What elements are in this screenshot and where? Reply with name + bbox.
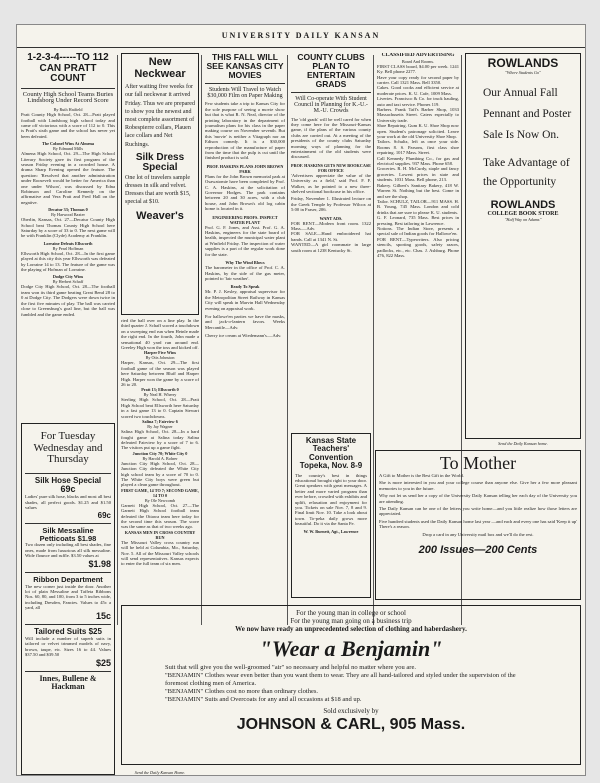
byline: By Pearl Hoffman xyxy=(52,245,84,251)
article-body: Pratt County High School, Oct. 28—Pratt played football with Lindsborg high school today and came off victorious with a score of 112 to 0. This is Pratt's sixth game and the school has never yet been defeated. xyxy=(21,112,115,139)
section-head: KANSAS MEN IN CROSS COUNTRY RUN xyxy=(124,529,196,540)
ad-foot: 200 Issues—200 Cents xyxy=(418,543,538,556)
classified: Have your copy ready for second paper by carrier. Call 1321 Mass. Bell 3350. xyxy=(377,74,459,85)
ad-text: Why not let us send her a copy of the University Daily Kansan telling her each day of the University you are attending. xyxy=(379,493,577,504)
byline: By Harwood Baxter xyxy=(51,212,85,218)
article-body: The barometer in the office of Prof. C. A. Haskins, by the side of the gas meter, pointed to 'fair weather'. xyxy=(205,265,285,281)
byline: By Harold A. Bohrer xyxy=(142,455,178,461)
ad-text: Take Advantage of the Opportunity xyxy=(483,156,570,188)
article-body: The Missouri Valley cross country run will be held at Columbia, Mo., Saturday, Nov. 5. All of the Missouri Valley schools will send representatives. Kansas expects to enter the full team of six men. xyxy=(121,539,199,567)
classified: Liveries. Francisco & Co. for truck hauling, auto and taxi service. Phones 119. xyxy=(377,96,459,107)
article-body: Prof. G. F. Jones, and Asst. Prof. G. A. Haskins, engineers for the state board of health, inspected the municipal water plant at Winfield Friday. The inspection of water supplies is a part of the regular work done for the state. xyxy=(205,224,285,257)
subhead: Students Will Travel to Watch $30,000 Film on Paper Making xyxy=(207,86,283,100)
ad-text: Our Annual Fall Pennant and Poster Sale Is Now On. xyxy=(483,86,572,141)
adv-note: Cherry ice cream at Wiedemann's.—Adv. xyxy=(205,333,282,339)
section-head: FIRST GAME, 14 TO 7; SECOND GAME, 14 TO 0 xyxy=(121,487,199,498)
section-head: WANT ADS. xyxy=(319,215,343,221)
ad-price: 69c xyxy=(60,484,76,495)
store-name: Innes, Bullene & Hackman xyxy=(39,673,97,691)
byline: By Otis Johnston xyxy=(145,355,175,361)
article-body: Mr. P. J. Kesley, appraisal supervisor for the Metropolitan Street Railway in Kansas City will speak in Marvin Hall Wednesday evening on appraisal work. xyxy=(205,289,285,311)
ad-head: Silk Dress Special xyxy=(135,151,185,174)
masthead: UNIVERSITY DAILY KANSAN xyxy=(17,25,585,48)
ad-text: Will include a number of superb suits in tailored or velvet trimmed models of navy, brown, taupe, etc. Sizes 16 to 44. Values $37.50 and $39.50 xyxy=(25,635,111,658)
section-head: Dodge City Wins xyxy=(52,274,84,280)
section-head: Harper Five Wins xyxy=(143,350,177,356)
section-head: Salina 7; Fairview 6 xyxy=(142,419,178,425)
column-3 xyxy=(205,53,285,598)
classified: Call Kennedy Plumbing Co., for gas and electrical supplies. 937 Mass. Phone 658. xyxy=(377,155,459,167)
want-ad: FOR SALE—Hand embroidered hat bands. Call at 1341 N. St. xyxy=(291,231,371,242)
section-head: The Colonel Wins At Almena xyxy=(42,141,94,147)
weavers-ad xyxy=(121,53,199,315)
classified: Tailors. Schultz, left as once your side. Rooms 8. S. Parsons, first class shoe repairing. 1017 Mass. Street. xyxy=(377,139,459,156)
store-addr: "Half Way on Adams" xyxy=(504,217,542,223)
headline-movies: THIS FALL WILL SEE KANSAS CITY MOVIES xyxy=(206,53,284,80)
section-head: ENGINEERING PROFS. INSPECT WATER PLANT xyxy=(212,214,278,225)
ad-text: Ladies' pure silk hose, blacks and most all best shades, all perfect goods. $1.25 and $1.50 values xyxy=(25,494,111,511)
benjamin-ad xyxy=(121,605,581,765)
byline: By Edmund Mills xyxy=(52,146,83,152)
ad-line: We now have ready an unprecedented selection of clothing and haberdashery. xyxy=(235,625,467,633)
ad-price: 15c xyxy=(95,610,111,621)
classified: Shoe Repairing. Gum K. U. Shoe Shop now open. Student's patronage solicited. Leave your work at the old University Shoe Shop. xyxy=(377,123,459,140)
ad-head: Tailored Suits $25 xyxy=(34,626,102,636)
column-6 xyxy=(465,53,581,448)
article-body: Plans for the John Brown memorial park at Osawatomie have been completed by Prof. C. A. Haskins, at the solicitation of Governor Hodges. The park contains between 20 and 30 acres, with a club house, and John Brown's old log cabin home is located in it. xyxy=(205,173,285,212)
ad-text: The new corner just inside the door. Another lot of plain Messaline and Taffeta Ribbons Nos. 60, 80, and 100, from 3 to 5 inches wide, including Dresden, Fancies. Values to 45c a yard, all xyxy=(25,583,111,611)
store-name: Weaver's xyxy=(136,209,184,222)
classified: Cakes. Good cooks and efficient service at moderate prices. K. U. Cafe, 1009 Mass. xyxy=(377,85,459,96)
section-head: Why The Wind Blows xyxy=(225,260,265,266)
article-body: Sterling High School, Oct. 28—Pratt High School beat Ellsworth here Saturday in a fast game 13 to 0. Captain Stewart scored two touchdowns. xyxy=(121,397,199,419)
ad-head: Kansas State Teachers' Convention Topeka, Nov. 8-9 xyxy=(299,436,363,471)
ad-agent: W. W. Burnett, Agt., Lawrence xyxy=(303,528,359,534)
ad-text: The country's best in things educational brought right to your door. Great speakers with great messages. A better and more varied program than ever before, crowded with exhibits and uplift, relaxation and enjoyment for you. Tickets on sale Nov. 7, 8 and 9. Final limit Nov. 10. Take a look about town. To-peka daily grows more beautiful. Do it via the Santa Fe. xyxy=(295,472,367,527)
article-body: Friday, November 1. Illustrated lecture on the Greek Temple by Professor Wilcox at 5:00 in Fraser, 206. xyxy=(291,196,371,213)
headline-pratt: 1-2-3-4-----TO 112 CAN PRATT COUNT xyxy=(27,53,109,84)
ad-text: After waiting five weeks for our fall neckwear it arrived Friday. Thus we are prepared to show you the newest and most complete assortment of Robespierre collars, Plauen lace collars and Net Ruchings. xyxy=(125,84,195,148)
byline: By Neal H. Wherry xyxy=(143,392,177,398)
ad-text: A Gift to Mother is the Best Gift in the World. xyxy=(379,472,464,478)
column-divider xyxy=(287,55,288,625)
ad-price: 69c xyxy=(97,510,111,520)
column-1 xyxy=(21,53,115,775)
adv-note: For hallowe'en parties we have the masks, and jack-o-lantern favors. Weeks Mercantile—Adv. xyxy=(205,313,285,330)
ad-price: $25 xyxy=(95,657,111,668)
classified: Groceries. R. H. McCurdy, staple and fancy groceries. Lowest prices in state and students. 1031 Mass. Bell phone, 213. xyxy=(377,166,459,183)
ad-head: Silk Hose Special xyxy=(34,475,102,485)
column-divider xyxy=(117,55,118,625)
subhead: Will Co-operate With Student Council in Planning for K.-U.-M.-U. Crowds xyxy=(294,95,368,115)
santa-fe-ad xyxy=(291,433,371,598)
article-body: Oberlin, Kansas, Oct. 27—Decatur County High School beat Thomas County High School here Saturday by a score of 33 to 0. The next game will be with Franklin (Clyde) Academy at Franklin. xyxy=(21,217,115,239)
article-body: Few students take a trip to Kansas City for the sole purpose of seeing a movie show but that is what R. N. Neal, director of the printing laboratory in the department of journalism plans for his class in the paper making course on November seventh. But this 'movie' is neither a Vitagraph nor an Edison comedy. It is a $30,000 reproduction of the manufacture of paper from the time that the pulp is cut until the finished product is sold. xyxy=(205,101,285,161)
to-mother-ad xyxy=(375,450,581,600)
ad-text: Two dozen only including all best shades, fine ones, made from luxurious all silk messaline. Wide flounce and ruffle. $3.50 values at xyxy=(25,542,111,559)
section-head: Ready To Speak xyxy=(230,284,260,290)
innes-ad xyxy=(21,423,115,775)
article-body: Garnett High School, Oct. 27—The Garnett High School football team defeated the Ottawa team here today for the second time this season. The score was the same as that of two weeks ago. xyxy=(121,502,199,530)
want-ad: WANTED—A girl roommate in large south room at 1238 Kentucky St. xyxy=(291,242,371,253)
section-head: PROF. HASKINS GETS NEW BOOKCASE FOR OFFICE xyxy=(291,162,371,173)
ad-text: Drop a card in any University mail box and we'll do the rest. xyxy=(422,531,534,537)
column-4 xyxy=(291,53,371,598)
classified-sub: Board And Rooms. xyxy=(401,58,435,64)
ad-head: New Neckwear xyxy=(134,56,186,80)
classified: Tailor. SCHULZ, TAILOR—911 MASS. H. B. Young, 745 Mass. London and cold drinks that are sure to please K. U. students. xyxy=(377,198,459,215)
ad-days: For Tuesday Wednesday and Thursday xyxy=(33,430,103,466)
want-ad: FOR RENT—Modern front room. 1322 Mass.—Adv. xyxy=(291,220,371,232)
article-body: Almena High School, Oct. 29—The High School Literary Society gave its first program of the season Friday evening in a crowded house. A drama Sharp Evening opened the feature. The question: 'Resolved that another administration under Roosevelt would be better for America than one under Wilson', was discussed by Edna Robinson and Caroline Kennedy on the affirmative and Vera Pratt and Fred Hall on the negative. xyxy=(21,151,115,205)
store-name: JOHNSON & CARL, 905 Mass. xyxy=(236,716,466,734)
ad-text: Five hundred students used the Daily Kansan home last year —and each and every one has said 'Keep it up' There's a reason. xyxy=(379,518,577,530)
article-body: The 'old grads' will be well cared for when they come here for the Missouri-Kansas game, if the plans of the various county clubs are carried out. At a meeting of the presidents of the county clubs Saturday morning ways of planning for the entertainment of the old students were discussed. xyxy=(291,116,371,160)
ad-slogan: "Wear a Benjamin" xyxy=(259,636,443,661)
article-body: Junction City High School, Oct. 28—Junction City defeated the White City high school team by a score of 70 to 0. The White City boys were green but played a clean game throughout. xyxy=(121,460,199,488)
article-body: 'Advertisers appreciate the value of the University as a field,' said Prof. F. F. Walker, as he pointed to a new three-shelved sectional bookcase in his office. xyxy=(291,172,371,195)
ad-line: For the young man going on a business trip xyxy=(290,617,412,625)
rowlands-ad xyxy=(465,53,581,439)
ad-text: "BENJAMIN" Clothes wear even better than you want them to wear. They are all hand-tailored and styled under the supervision of the foremost clothing men of America. xyxy=(165,672,516,688)
ad-head: Silk Messaline Petticoats $1.98 xyxy=(39,525,97,543)
classified: Barbers. Frank Taff's Barber Shop, 1033 Massachusetts Street. Caters especially to University trade. xyxy=(377,107,459,123)
column-divider xyxy=(373,55,374,625)
classified: FIRST CLASS board, $4.00 per week. 1241 Ky. Bell phone 2277. xyxy=(377,63,459,75)
ad-text: One lot of travelers sample dresses in silk and velvet. Dresses that are worth $15, special at $10. xyxy=(125,174,191,206)
ad-sold: Sold exclusively by xyxy=(323,707,379,716)
byline: By Jay Wagner xyxy=(147,424,173,430)
ad-text: "BENJAMIN" Suits and Overcoats for any and all occasions at $18 and up. xyxy=(165,696,362,704)
section-head: Decatur 33; Thomas 0 xyxy=(48,207,88,213)
classified-head: CLASSIFIED ADVERTISING xyxy=(381,53,455,58)
ad-text: "BENJAMIN" Clothes cost no more than ordinary clothes. xyxy=(165,688,318,696)
article-body: Ellsworth High School, Oct. 28—In the first game played at this city this year Ellsworth was defeated by Lorraine 14 to 13. The feature of the game was the playing of Hofman of Lorraine. xyxy=(21,250,115,273)
footer-note: Send the Daily Kansan Home. xyxy=(134,770,186,775)
store-name: COLLEGE BOOK STORE xyxy=(487,211,559,218)
ad-title: To Mother xyxy=(439,453,517,473)
section-head: PROF. HASKINS PLANS JOHN BROWN PARK xyxy=(206,163,284,174)
classified: G. F. Leonard, 735 Mass. Best prices in pressing. Best tailoring in Lawrence. xyxy=(377,215,459,226)
ad-text: Suit that will give you the well-groomed "air" so necessary and helpful no matter where you are. xyxy=(165,664,416,672)
article-body: Dodge City High School, Oct. 28—The football team won its third game beating Great Bend 28 to 0 at Dodge City. The Dodgers were down twice in the first five minutes of play. The ball was carried close to Greensburg's goal line, but the ball was fumbled and the game ended. xyxy=(21,284,115,317)
brand: ROWLANDS xyxy=(490,198,556,211)
byline: By Ole Newcomb xyxy=(144,497,176,503)
ad-text: She is more interested in you and your college course than anyone else. Give her a few more pleasant memories to you in the future. xyxy=(379,480,577,491)
article-body: ried the ball over on a line play. In the third quarter J. Schaff scored a touchdown on a sweeping end run when Heinle made the right end. In the fourth, John made a sensational 40 yard run around end. Greeley High won the toss and kicked off. xyxy=(121,318,199,351)
brand: ROWLANDS xyxy=(487,56,559,70)
footer-note: Send the Daily Kansan home. xyxy=(498,441,548,446)
section-head: Lorraine Defeats Ellsworth xyxy=(43,240,93,246)
classified: Bakery. Gilbert's Sanitary Bakery, 418 W. Warren St. Nothing but the best. Come in and see the shop. xyxy=(377,182,459,199)
headline-clubs: COUNTY CLUBS PLAN TO ENTERTAIN GRADS xyxy=(297,53,365,89)
ad-price: $1.98 xyxy=(88,558,111,569)
subhead-pratt: County High School Teams Buries Lindsborg Under Record Score xyxy=(22,90,114,105)
article-body: Harper, Kansas, Oct. 29—The first football game of the season was played here Saturday between Bluff and Harper High. Harper won the game by a score of 26 to 20. xyxy=(121,360,199,388)
column-divider xyxy=(201,55,202,625)
classified: FOR RENT—Typewriters. Also pricing stencils, sporting goods, safety razors, padlocks, etc., etc. Chas. J. Ashburg. Phone 476, 822 Mass. xyxy=(377,236,459,258)
byline: By Ruth Hatfield xyxy=(53,107,83,113)
newspaper-page xyxy=(16,24,586,776)
byline: By Herbert Schaff xyxy=(52,279,84,285)
ad-head: Ribbon Department xyxy=(33,574,103,584)
ad-line: For the young man in college or school xyxy=(296,609,406,617)
ad-text: The Daily Kansan can be one of the letters you write home—and you little realize how those letters are appreciated. xyxy=(379,505,577,517)
section-head: Pratt 13; Ellsworth 0 xyxy=(141,387,179,393)
section-head: Junction City 70; White City 0 xyxy=(132,450,188,456)
article-body: Salina High School, Oct. 28—In a hard fought game at Salina today Salina defeated Fairview by a score of 7 to 6. The visitors put up a game fight. xyxy=(121,429,199,451)
tagline: "Where Students Go" xyxy=(505,69,541,75)
classified: Notions. The Indian Store, presents a special sale of Indian goods for Hallowe'en. xyxy=(377,225,459,237)
